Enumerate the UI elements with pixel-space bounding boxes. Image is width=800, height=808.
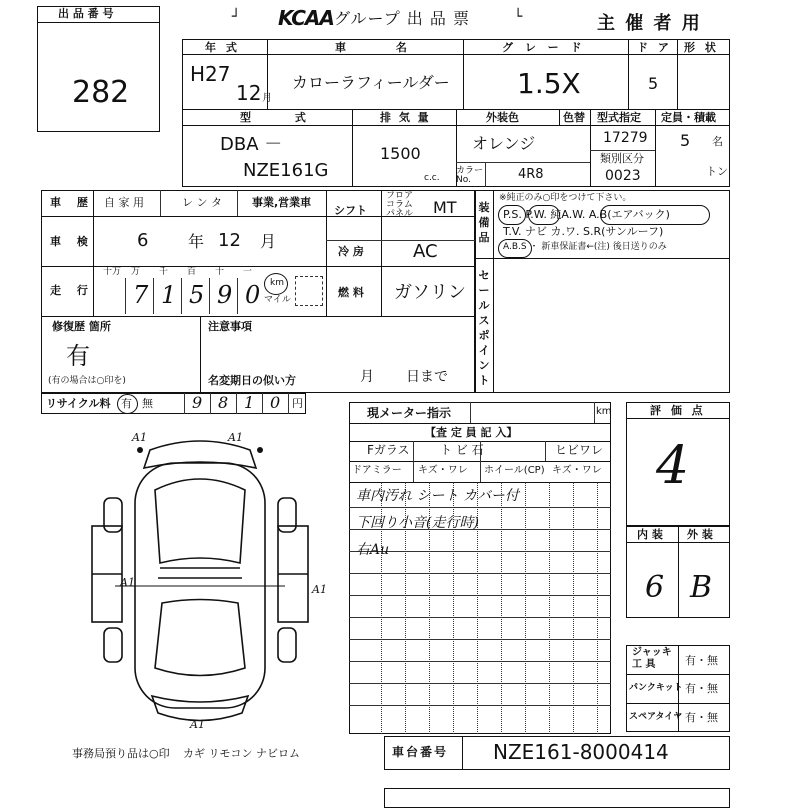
equipment-note: ※純正のみ○印をつけて下さい。 — [499, 193, 632, 203]
recycle-digit: 0 — [270, 393, 281, 412]
name-change-month: 月 — [360, 369, 374, 385]
car-name: カローラフィールダー — [292, 73, 450, 92]
inspection-item: ドアミラー — [352, 465, 402, 476]
note-column — [597, 482, 598, 734]
diagram-mark-2: A1 — [228, 431, 243, 444]
mileage-digit: 1 — [161, 281, 177, 309]
mileage-divider — [237, 278, 238, 314]
note-line — [349, 705, 611, 706]
equipment-label: 装備品 — [478, 201, 490, 244]
ac-value: AC — [413, 241, 438, 262]
recycle-digit: 8 — [218, 393, 229, 412]
notice-label: 注意事項 — [208, 320, 252, 333]
model-spec-header: 型式指定 — [597, 111, 641, 124]
meter-label: 現メーター指示 — [367, 406, 452, 420]
equipment-line2: T.V. ナビ カ.ワ. S.R(サンルーフ) — [503, 225, 664, 238]
doors-header: ド ア — [637, 41, 672, 54]
office-note: 事務局預り品は○印 — [72, 747, 170, 760]
ps-circle — [498, 205, 526, 225]
inspection-item: Fガラス — [367, 443, 410, 457]
jack-label: ジャッキ 工 具 — [632, 647, 672, 670]
mileage-unit-label: 十 — [215, 267, 225, 277]
recycle-divider — [236, 393, 237, 414]
inspection-year-label: 年 — [188, 232, 205, 251]
shift-value: MT — [433, 198, 457, 217]
inspection-item: キズ・ワレ — [418, 465, 468, 476]
inspection-item: ホイール(CP) — [484, 465, 545, 476]
year-era: H27 — [190, 62, 231, 86]
color-value: オレンジ — [472, 134, 536, 153]
km-circle — [264, 273, 288, 295]
note-line — [349, 595, 611, 596]
shift-option: コラム — [386, 200, 413, 210]
name-change-label: 名変期日の似い方 — [208, 374, 296, 387]
note-column — [573, 482, 574, 734]
airbag-circle — [600, 205, 710, 225]
capacity-value: 5 — [680, 131, 691, 150]
category-header: 類別区分 — [600, 152, 644, 165]
mileage-divider — [125, 278, 126, 314]
recycle-digit: 1 — [244, 393, 255, 412]
mileage-unit-label: 万 — [131, 267, 141, 277]
note-column — [501, 482, 502, 734]
keys-note: カギ リモコン ナビロム — [183, 747, 300, 760]
type-prefix: DBA － — [220, 134, 283, 155]
note-line — [349, 661, 611, 662]
doors-value: 5 — [648, 74, 659, 93]
mileage-digit: 0 — [245, 281, 261, 309]
displacement-value: 1500 — [380, 144, 421, 163]
recycle-no: 無 — [142, 397, 153, 410]
organizer-label: 主 催 者 用 — [597, 13, 702, 34]
bracket-right: └ — [514, 9, 523, 25]
sheet-title: グループ 出 品 票 — [334, 9, 470, 28]
capacity-unit: 名 — [712, 135, 723, 148]
inspector-label: 【査 定 員 記 入】 — [425, 426, 518, 439]
equipment-line1: P.S. P.W. 純A.W. A.B(エアバック) — [503, 208, 670, 221]
color-change-header: 色替 — [563, 111, 585, 124]
note-line — [349, 683, 611, 684]
body-header: 形 状 — [684, 41, 719, 54]
grade-value: 1.5X — [517, 67, 581, 100]
inspection-year: 6 — [137, 230, 149, 251]
mileage-divider — [153, 278, 154, 314]
note-column — [549, 482, 550, 734]
load-unit: トン — [706, 165, 728, 178]
note-line — [349, 639, 611, 640]
history-business: 事業,営業車 — [252, 196, 312, 209]
type-code: NZE161G — [243, 160, 329, 181]
category-value: 0023 — [605, 168, 641, 184]
mileage-unit-label: 百 — [187, 267, 197, 277]
abs-circle — [498, 239, 532, 258]
history-label: 車 歴 — [50, 196, 94, 209]
lot-number: 282 — [72, 75, 130, 110]
inspector-note: 右Au — [356, 542, 390, 558]
recycle-divider — [210, 393, 211, 414]
inspector-note: 下回り小音(走行時) — [356, 515, 479, 531]
color-code: 4R8 — [518, 167, 544, 182]
shift-option: フロア — [386, 191, 414, 201]
puncture-value: 有・無 — [685, 682, 718, 695]
recycle-yes-circle — [117, 394, 138, 414]
history-private: 自 家 用 — [104, 196, 144, 209]
mileage-divider — [209, 278, 210, 314]
chassis-label: 車台番号 — [392, 745, 449, 759]
inspection-item: キズ・ワレ — [552, 465, 602, 476]
specs-shift-label: シフト — [334, 204, 367, 217]
diagram-mark-4: A1 — [312, 583, 327, 596]
meter-unit: km — [596, 406, 612, 417]
brand-logo: KCAA — [278, 6, 334, 30]
bottom-cut-box — [384, 788, 730, 808]
repair-value: 有 — [66, 342, 90, 370]
chassis-number: NZE161-8000414 — [493, 740, 669, 764]
note-column — [525, 482, 526, 734]
exterior-label: 外 装 — [687, 528, 713, 541]
repair-note: (有の場合は○印を) — [48, 376, 126, 386]
mileage-divider — [181, 278, 182, 314]
mile-unit: マイル — [264, 295, 291, 305]
shift-option: パネル — [386, 209, 414, 219]
bracket-left: ┘ — [232, 9, 241, 25]
interior-value: 6 — [645, 570, 665, 605]
year-month: 12 — [236, 81, 262, 105]
inspection-label: 車 検 — [50, 235, 94, 248]
inspection-item: ヒビワレ — [555, 443, 604, 457]
recycle-unit: 円 — [292, 397, 303, 410]
puncture-label: パンクキット — [629, 683, 683, 693]
recycle-label: リサイクル料 — [46, 397, 111, 410]
repair-label: 修復歴 箇所 — [52, 320, 111, 333]
note-line — [349, 507, 611, 508]
lot-number-box — [37, 6, 160, 132]
pw-circle — [528, 205, 560, 225]
mileage-unit-label: 千 — [159, 267, 169, 277]
inspection-month-label: 月 — [260, 232, 277, 251]
type-header: 型 式 — [240, 111, 306, 124]
year-header: 年 式 — [205, 41, 240, 54]
model-spec-value: 17279 — [603, 130, 648, 146]
exterior-value: B — [690, 570, 713, 605]
grade-header: グ レ ー ド — [502, 41, 586, 54]
mileage-digit: 7 — [133, 281, 149, 309]
recycle-yes: 有 — [121, 397, 132, 410]
interior-label: 内 装 — [637, 528, 663, 541]
inspector-note: 車内汚れ シート カバー付 — [356, 488, 519, 504]
mileage-digit: 9 — [217, 281, 233, 309]
recycle-divider — [262, 393, 263, 414]
color-no-label: カラー No. — [456, 166, 484, 185]
recycle-divider — [288, 393, 289, 414]
car-diagram — [80, 428, 320, 740]
month-suffix: 月 — [262, 93, 272, 104]
selling-point-label: セールスポイント — [478, 269, 490, 387]
mileage-label: 走 行 — [50, 284, 94, 297]
name-header: 車 名 — [335, 41, 410, 54]
specs-ac-label: 冷 房 — [338, 245, 364, 258]
mileage-unit-label: 一 — [243, 267, 253, 277]
lot-number-label: 出 品 番 号 — [58, 7, 114, 20]
score-value: 4 — [656, 436, 690, 496]
jack-value: 有・無 — [685, 654, 718, 667]
name-change-day: 日まで — [406, 369, 448, 385]
recycle-digit: 9 — [192, 393, 203, 412]
equipment-line3: A.B.S ・ 新車保証書←(注) 後日送りのみ — [503, 242, 667, 252]
note-line — [349, 617, 611, 618]
score-label: 評 価 点 — [650, 404, 706, 417]
km-unit: km — [270, 278, 284, 288]
mileage-check-box — [295, 276, 323, 306]
diagram-mark-5: A1 — [190, 718, 205, 731]
color-header: 外装色 — [486, 111, 519, 124]
diagram-mark-3: A1 — [120, 576, 135, 589]
inspection-item: ト ビ 石 — [440, 443, 484, 457]
spare-label: スペアタイヤ — [629, 712, 683, 722]
fuel-value: ガソリン — [394, 282, 466, 303]
spare-value: 有・無 — [685, 711, 718, 724]
diagram-mark-1: A1 — [132, 431, 147, 444]
specs-fuel-label: 燃 料 — [338, 286, 364, 299]
mileage-unit-label: 十万 — [103, 267, 122, 277]
note-line — [349, 573, 611, 574]
inspection-month: 12 — [218, 230, 241, 251]
capacity-header: 定員・積載 — [661, 111, 716, 124]
history-rental: レ ン タ — [182, 196, 222, 209]
recycle-divider — [184, 393, 185, 414]
displacement-unit: c.c. — [424, 173, 440, 183]
mileage-digit: 5 — [189, 281, 205, 309]
displacement-header: 排 気 量 — [380, 111, 431, 124]
